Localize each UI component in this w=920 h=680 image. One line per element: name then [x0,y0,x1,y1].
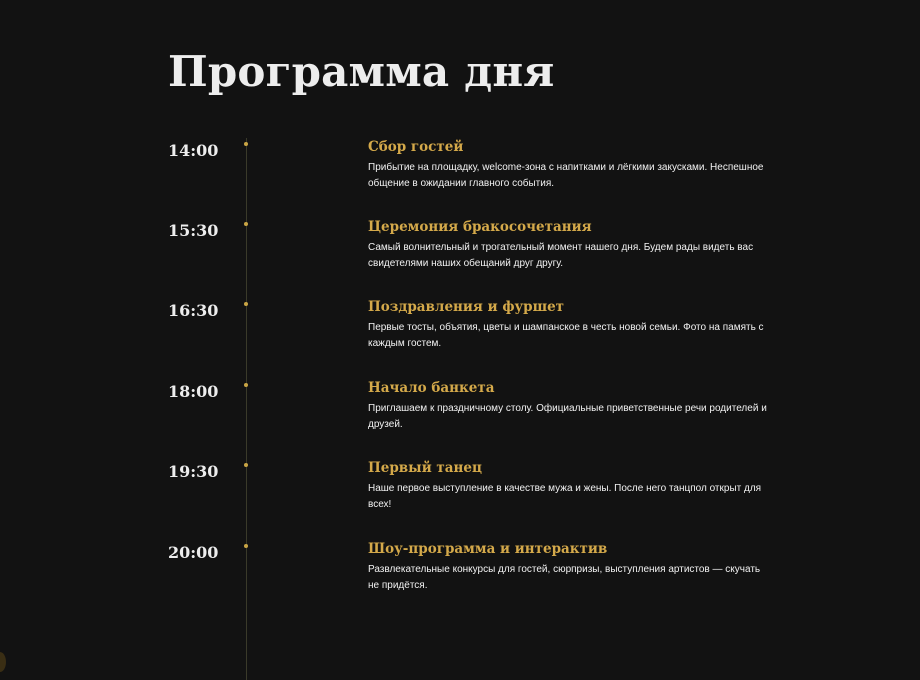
timeline-event [0,461,920,541]
timeline-event [0,300,920,380]
timeline-dot-icon [244,383,248,387]
timeline-event [0,140,920,220]
event-title: Шоу-программа и интерактив [368,541,608,557]
event-title: Поздравления и фуршет [368,299,565,315]
event-description: Самый волнительный и трогательный момент нашего дня. Будем рады видеть вас свидетелями наших обещаний друг другу. [368,242,754,269]
event-time: 15:30 [168,221,219,240]
event-time: 16:30 [168,301,219,320]
event-title: Первый танец [368,460,482,476]
timeline-event [0,220,920,300]
event-time: 14:00 [168,141,219,160]
timeline-dot-icon [244,544,248,548]
event-title: Сбор гостей [368,139,464,155]
page-title: Программа дня [168,47,555,96]
timeline-dot-icon [244,142,248,146]
event-time: 20:00 [168,543,219,562]
event-title: Начало банкета [368,380,495,396]
event-description: Прибытие на площадку, welcome-зона с напитками и лёгкими закусками. Неспешное общение в ожидании главного события. [368,162,764,189]
timeline-event [0,381,920,461]
timeline-event [0,542,920,622]
event-description: Приглашаем к праздничному столу. Официальные приветственные речи родителей и друзей. [368,403,767,430]
timeline-dot-icon [244,222,248,226]
event-description: Наше первое выступление в качестве мужа и жены. После него танцпол открыт для всех! [368,483,762,510]
timeline-dot-icon [244,463,248,467]
timeline-dot-icon [244,302,248,306]
event-description: Первые тосты, объятия, цветы и шампанское в честь новой семьи. Фото на память с каждым гостем. [368,322,764,349]
event-time: 19:30 [168,462,219,481]
event-description: Развлекательные конкурсы для гостей, сюрпризы, выступления артистов — скучать не придётся. [368,564,761,591]
event-time: 18:00 [168,382,219,401]
event-title: Церемония бракосочетания [368,219,592,235]
